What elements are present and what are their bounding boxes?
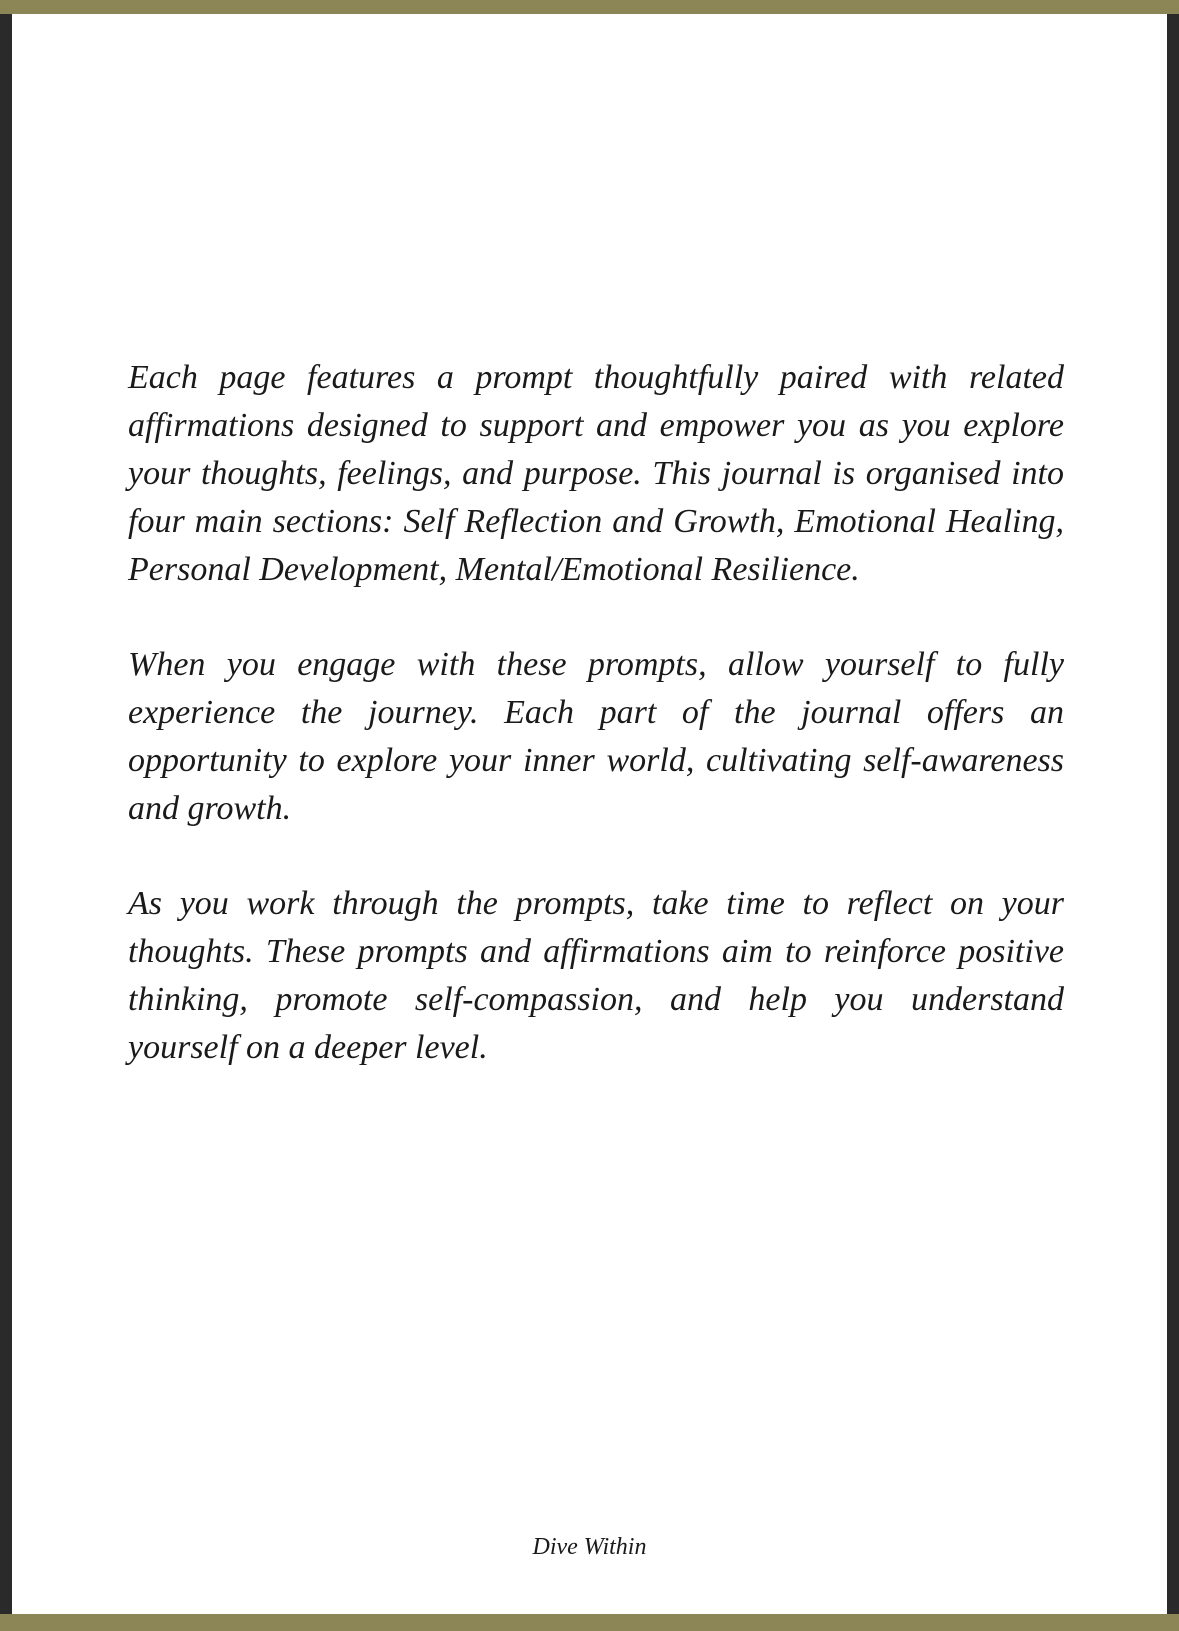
body-text <box>128 354 1064 1119</box>
paragraph-reflect-thoughts: As you work through the prompts, take time to reflect on your thoughts. These prompts and affirmations aim to reinforce positive thinking, promote self-compassion, and help you understand yourself on a deeper level. <box>128 885 1064 1066</box>
bottom-accent-bar <box>0 1614 1179 1631</box>
paragraph-engage-prompts: When you engage with these prompts, allow yourself to fully experience the journey. Each part of the journal offers an opportunity to explore your inner world, cultivating self-awareness and growth. <box>128 646 1064 827</box>
document-page <box>12 14 1167 1614</box>
paragraph-sections-intro: Each page features a prompt thoughtfully paired with related affirmations designed to support and empower you as you explore your thoughts, feelings, and purpose. This journal is organised into four main sections: Self Reflection and Growth, Emotional Healing, Personal Development, Mental/Emotional Resilience. <box>128 359 1064 588</box>
top-accent-bar <box>0 0 1179 14</box>
page-footer-title: Dive Within <box>532 1534 647 1560</box>
